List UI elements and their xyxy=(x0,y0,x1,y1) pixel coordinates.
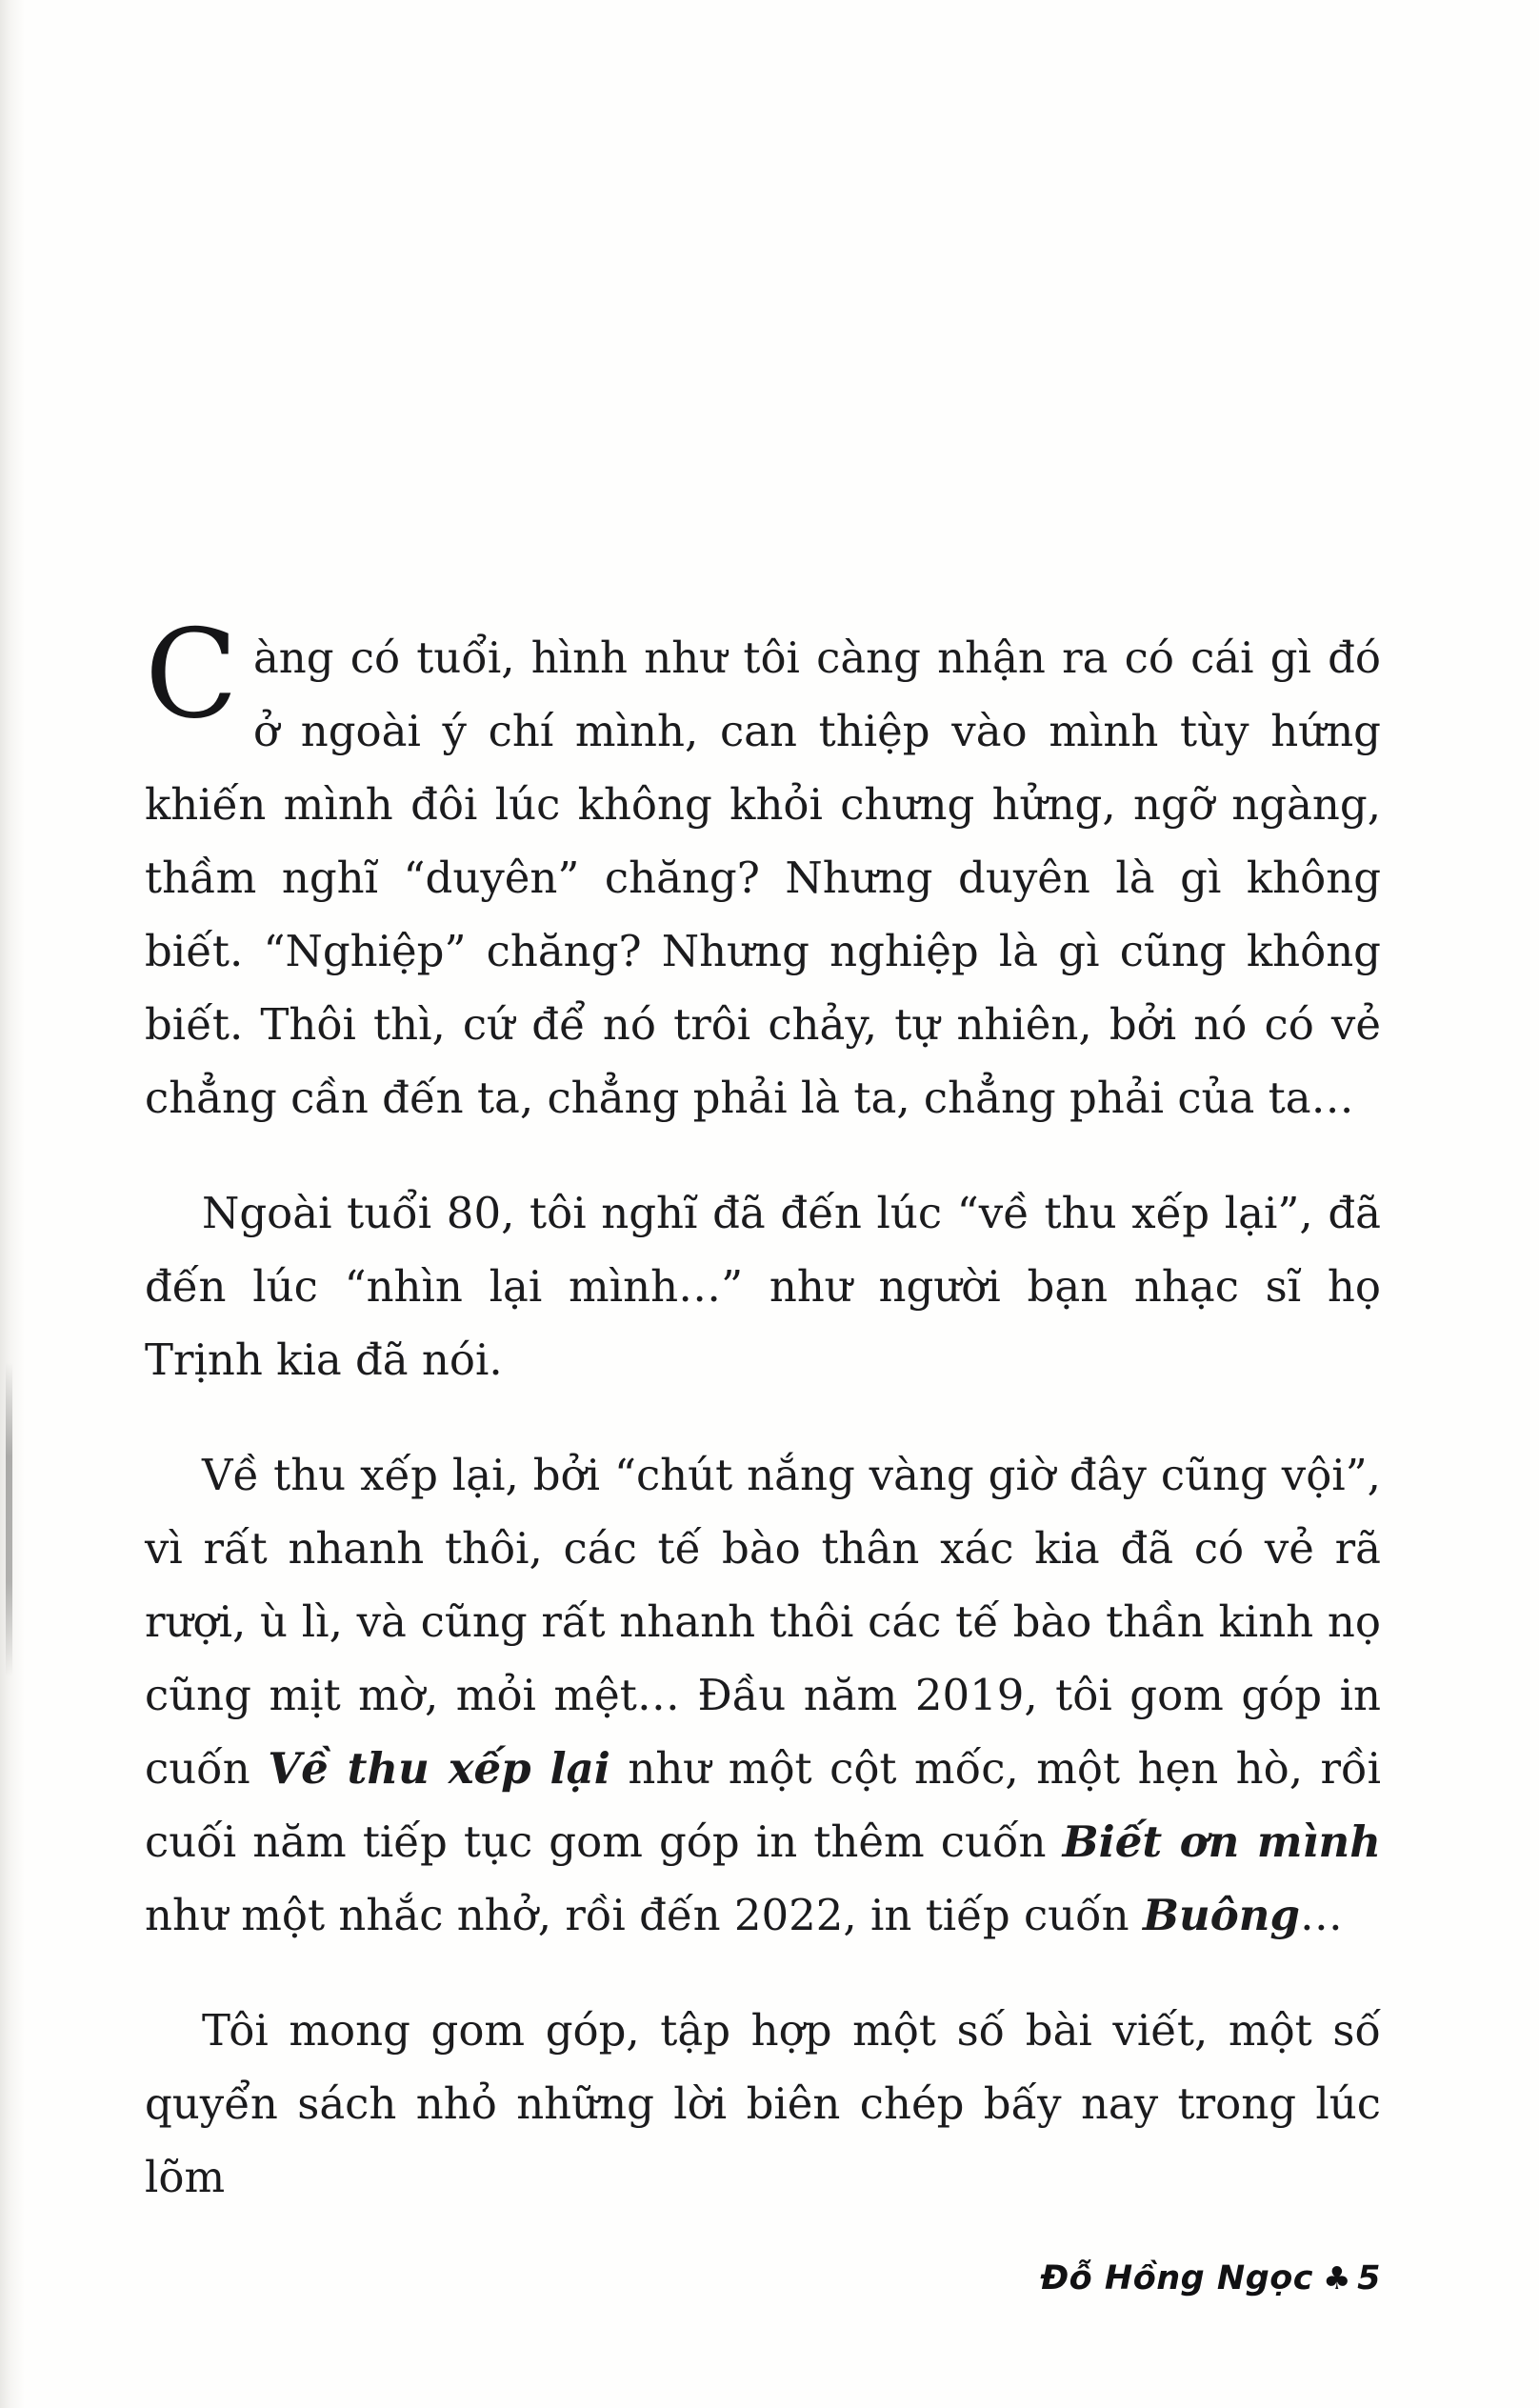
book-title: Biết ơn mình xyxy=(1062,1816,1381,1867)
paragraph xyxy=(145,604,1381,1134)
page-edge-shadow xyxy=(0,0,25,2408)
book-title: Buông xyxy=(1142,1890,1300,1940)
footer-page-number: 5 xyxy=(1357,2259,1381,2298)
paragraph xyxy=(145,1438,1381,1952)
text-segment: như một cột mốc, một hẹn hò, rồi cuối năm tiếp tục gom góp in thêm cuốn xyxy=(145,1743,1381,1867)
drop-cap: C xyxy=(145,604,238,746)
text-segment: Về thu xếp lại, bởi “chút nắng vàng giờ đây cũng vội”, vì rất nhanh thôi, các tế bào thân xác kia đã có vẻ rã rượi, ù lì, và cũng rất nhanh thôi các tế bào thần kinh nọ cũng mịt mờ, mỏi mệt… Đầu năm 2019, tôi gom góp in cuốn xyxy=(145,1450,1381,1794)
footer-author: Đỗ Hồng Ngọc xyxy=(1040,2259,1314,2298)
text-segment: Ngoài tuổi 80, tôi nghĩ đã đến lúc “về thu xếp lại”, đã đến lúc “nhìn lại mình…” như người bạn nhạc sĩ họ Trịnh kia đã nói. xyxy=(145,1188,1381,1385)
paragraph xyxy=(145,1994,1381,2214)
text-segment: àng có tuổi, hình như tôi càng nhận ra có cái gì đó ở ngoài ý chí mình, can thiệp vào mình tùy hứng khiến mình đôi lúc không khỏi chưng hửng, ngỡ ngàng, thầm nghĩ “duyên” chăng? Nhưng duyên là gì không biết. “Nghiệp” chăng? Nhưng nghiệp là gì cũng không biết. Thôi thì, cứ để nó trôi chảy, tự nhiên, bởi nó có vẻ chẳng cần đến ta, chẳng phải là ta, chẳng phải của ta… xyxy=(145,632,1381,1123)
book-title: Về thu xếp lại xyxy=(268,1743,610,1794)
page-footer xyxy=(1041,2259,1381,2298)
paragraph xyxy=(145,1176,1381,1396)
text-segment: Tôi mong gom góp, tập hợp một số bài viết, một số quyển sách nhỏ những lời biên chép bấy nay trong lúc lõm xyxy=(145,2005,1381,2202)
scan-smudge xyxy=(6,1362,12,1676)
text-segment: … xyxy=(1299,1890,1343,1940)
text-segment: như một nhắc nhở, rồi đến 2022, in tiếp cuốn xyxy=(145,1890,1143,1940)
club-suit-icon: ♣ xyxy=(1323,2259,1352,2297)
page-text-block xyxy=(145,604,1381,2256)
